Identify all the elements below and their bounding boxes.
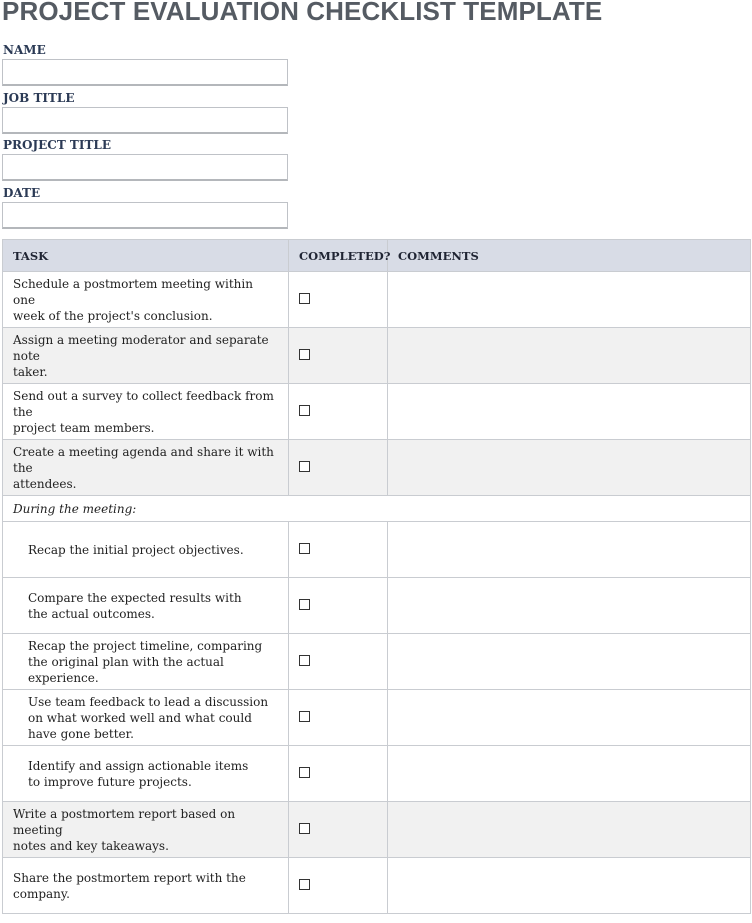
table-row: [3, 802, 751, 858]
task-cell: Recap the initial project objectives.: [3, 522, 289, 578]
task-cell: Use team feedback to lead a discussion on what worked well and what could have gone better.: [3, 690, 289, 746]
completed-cell: [289, 858, 388, 914]
section-label: During the meeting:: [3, 496, 751, 522]
header-comments: COMMENTS: [388, 240, 751, 272]
completed-checkbox[interactable]: [299, 711, 310, 722]
completed-checkbox[interactable]: [299, 879, 310, 890]
completed-cell: [289, 690, 388, 746]
comments-cell[interactable]: [388, 272, 751, 328]
table-header-row: [3, 240, 751, 272]
table-row: [3, 690, 751, 746]
completed-checkbox[interactable]: [299, 461, 310, 472]
table-row: [3, 384, 751, 440]
comments-cell[interactable]: [388, 328, 751, 384]
task-cell: Write a postmortem report based on meeting notes and key takeaways.: [3, 802, 289, 858]
table-row: [3, 634, 751, 690]
completed-cell: [289, 802, 388, 858]
header-completed: COMPLETED?: [289, 240, 388, 272]
comments-cell[interactable]: [388, 802, 751, 858]
comments-cell[interactable]: [388, 690, 751, 746]
task-cell: Identify and assign actionable items to improve future projects.: [3, 746, 289, 802]
date-label: DATE: [3, 186, 41, 200]
date-field[interactable]: [2, 202, 288, 229]
completed-checkbox[interactable]: [299, 823, 310, 834]
task-cell: Compare the expected results with the actual outcomes.: [3, 578, 289, 634]
header-task: TASK: [3, 240, 289, 272]
completed-checkbox[interactable]: [299, 599, 310, 610]
page-title: PROJECT EVALUATION CHECKLIST TEMPLATE: [2, 0, 603, 26]
completed-cell: [289, 328, 388, 384]
comments-cell[interactable]: [388, 384, 751, 440]
completed-cell: [289, 522, 388, 578]
completed-cell: [289, 384, 388, 440]
completed-checkbox[interactable]: [299, 655, 310, 666]
completed-checkbox[interactable]: [299, 293, 310, 304]
job-title-label: JOB TITLE: [3, 91, 75, 105]
job-title-field[interactable]: [2, 107, 288, 134]
comments-cell[interactable]: [388, 522, 751, 578]
comments-cell[interactable]: [388, 858, 751, 914]
comments-cell[interactable]: [388, 746, 751, 802]
completed-cell: [289, 440, 388, 496]
name-field[interactable]: [2, 59, 288, 86]
table-row: [3, 328, 751, 384]
comments-cell[interactable]: [388, 578, 751, 634]
table-row: [3, 578, 751, 634]
task-cell: Schedule a postmortem meeting within one week of the project's conclusion.: [3, 272, 289, 328]
completed-checkbox[interactable]: [299, 349, 310, 360]
table-row: [3, 522, 751, 578]
name-label: NAME: [3, 43, 46, 57]
project-title-field[interactable]: [2, 154, 288, 181]
section-row: [3, 496, 751, 522]
project-title-label: PROJECT TITLE: [3, 138, 111, 152]
task-cell: Create a meeting agenda and share it with the attendees.: [3, 440, 289, 496]
completed-cell: [289, 634, 388, 690]
table-row: [3, 440, 751, 496]
comments-cell[interactable]: [388, 440, 751, 496]
completed-cell: [289, 272, 388, 328]
task-cell: Assign a meeting moderator and separate note taker.: [3, 328, 289, 384]
table-row: [3, 272, 751, 328]
task-cell: Send out a survey to collect feedback from the project team members.: [3, 384, 289, 440]
completed-checkbox[interactable]: [299, 767, 310, 778]
table-row: [3, 746, 751, 802]
completed-cell: [289, 746, 388, 802]
comments-cell[interactable]: [388, 634, 751, 690]
table-row: [3, 858, 751, 914]
completed-checkbox[interactable]: [299, 405, 310, 416]
completed-checkbox[interactable]: [299, 543, 310, 554]
task-cell: Share the postmortem report with the company.: [3, 858, 289, 914]
checklist-table: [2, 239, 751, 914]
task-cell: Recap the project timeline, comparing the original plan with the actual experience.: [3, 634, 289, 690]
completed-cell: [289, 578, 388, 634]
